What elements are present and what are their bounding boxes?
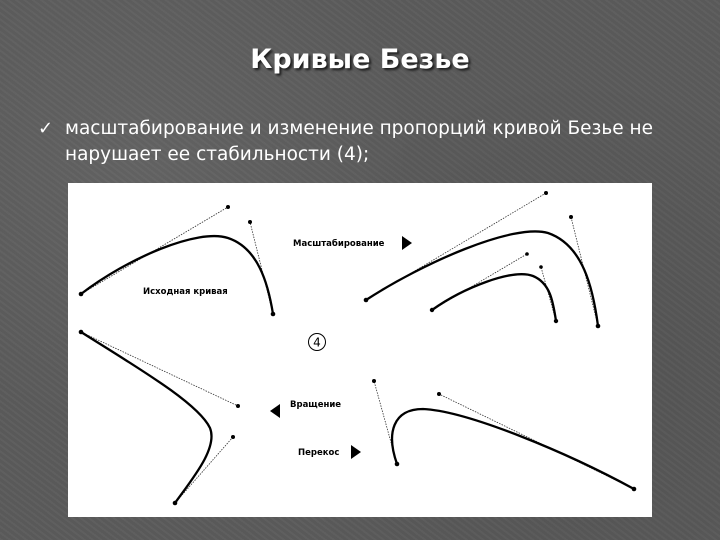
endpoint bbox=[554, 319, 558, 323]
label-scaling: Масштабирование bbox=[293, 239, 385, 249]
label-skew: Перекос bbox=[298, 448, 340, 458]
scaled-large-curve bbox=[366, 231, 598, 326]
skewed-curve-group bbox=[372, 379, 636, 491]
control-point bbox=[226, 205, 230, 209]
endpoint bbox=[173, 501, 178, 506]
arrow-right-icon bbox=[402, 236, 412, 250]
control-point bbox=[372, 379, 376, 383]
scaled-small-curve-group bbox=[430, 252, 558, 323]
bezier-diagram bbox=[68, 183, 652, 517]
control-line bbox=[175, 437, 233, 503]
control-line bbox=[81, 332, 238, 406]
arrow-left-icon bbox=[270, 404, 280, 418]
label-original: Исходная кривая bbox=[143, 287, 228, 297]
rotated-curve bbox=[81, 332, 212, 503]
checkmark-icon: ✓ bbox=[38, 118, 54, 139]
endpoint bbox=[271, 312, 276, 317]
skewed-curve bbox=[392, 409, 634, 489]
bezier-figure bbox=[68, 183, 652, 517]
slide-title: Кривые Безье bbox=[250, 44, 470, 75]
scaled-large-curve-group bbox=[364, 191, 601, 328]
original-curve bbox=[81, 236, 273, 314]
control-point bbox=[437, 392, 441, 396]
control-point bbox=[525, 252, 529, 256]
control-point bbox=[231, 435, 235, 439]
control-point bbox=[236, 404, 240, 408]
control-point bbox=[569, 215, 573, 219]
figure-number: 4 bbox=[313, 335, 321, 350]
endpoint bbox=[596, 324, 601, 329]
endpoint bbox=[364, 298, 369, 303]
endpoint bbox=[79, 330, 84, 335]
endpoint bbox=[430, 308, 434, 312]
control-point bbox=[544, 191, 548, 195]
endpoint bbox=[395, 462, 400, 467]
rotated-curve-group bbox=[79, 330, 240, 506]
scaled-small-curve bbox=[432, 274, 556, 321]
endpoint bbox=[632, 487, 637, 492]
control-point bbox=[539, 265, 543, 269]
bullet-text: масштабирование и изменение пропорций кривой Безье не нарушает ее стабильности (4); bbox=[65, 118, 654, 165]
label-rotation: Вращение bbox=[290, 400, 342, 410]
bullet-item bbox=[38, 116, 698, 168]
control-point bbox=[248, 220, 252, 224]
endpoint bbox=[79, 292, 84, 297]
arrow-right-icon bbox=[351, 445, 361, 459]
original-curve-group bbox=[79, 205, 276, 316]
